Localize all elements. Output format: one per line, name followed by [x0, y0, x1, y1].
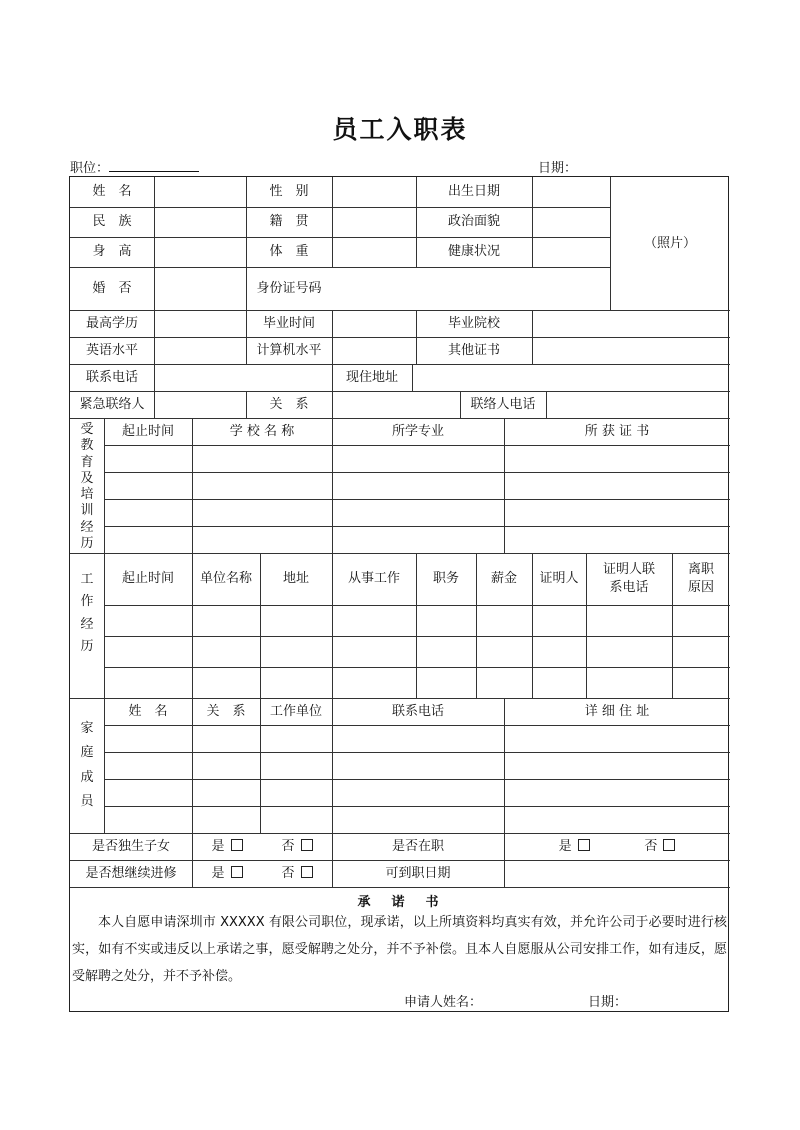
label-char: 工	[80, 571, 94, 587]
work-header-company: 单位名称	[199, 571, 252, 587]
checkbox[interactable]	[301, 866, 313, 878]
sign-date-label: 日期：	[588, 995, 628, 1010]
no-label: 否	[281, 865, 295, 881]
grid-line	[412, 364, 413, 391]
label-char: 经	[80, 616, 94, 632]
height-label: 身 高	[92, 244, 132, 260]
grid-line	[532, 177, 533, 267]
header-line: 证明人联	[602, 562, 655, 578]
id-number-label: 身份证号码	[256, 280, 322, 296]
date-field	[538, 157, 577, 176]
grid-line	[154, 310, 155, 364]
employed-label: 是否在职	[391, 838, 444, 854]
checkbox[interactable]	[663, 839, 675, 851]
header-line: 离职	[687, 562, 714, 578]
native-place-label: 籍 贯	[269, 214, 309, 230]
other-cert-label: 其他证书	[447, 342, 500, 358]
work-header-period: 起止时间	[121, 571, 174, 587]
edu-header-school: 学 校 名 称	[229, 423, 295, 439]
further-study-label: 是否想继续进修	[85, 865, 177, 881]
yes-label: 是	[211, 838, 225, 854]
commitment-title: 承 诺 书	[357, 895, 443, 910]
weight-label: 体 重	[269, 244, 309, 260]
work-section-label	[70, 563, 104, 663]
commitment-text: 本人自愿申请深圳市 XXXXX 有限公司职位，现承诺，以上所填资料均真实有效，并允许公司于必要时进行核实，如有不实或违反以上承诺之事，愿受解聘之处分，并不予补偿。且本人自愿服从公司安排工作，如有违反，愿受解聘之处分，并不予补偿。	[72, 915, 727, 984]
work-header-reference-phone	[586, 553, 672, 605]
emergency-contact-label: 紧急联络人	[79, 396, 145, 412]
grid-line	[70, 391, 730, 392]
only-child-options	[192, 833, 332, 860]
grid-line	[104, 725, 730, 726]
grid-line	[104, 445, 730, 446]
grad-time-label: 毕业时间	[262, 315, 315, 331]
yes-label: 是	[558, 838, 572, 854]
checkbox[interactable]	[231, 839, 243, 851]
header-line: 系电话	[609, 580, 649, 595]
grid-line	[104, 499, 730, 500]
form-title: 员工入职表	[332, 115, 468, 144]
address-label: 现住地址	[345, 369, 398, 385]
label-char: 员	[80, 794, 94, 810]
birth-date-label: 出生日期	[447, 184, 500, 200]
label-char: 育	[80, 454, 94, 470]
family-header-phone: 联系电话	[391, 703, 444, 719]
label-char: 及	[80, 470, 94, 486]
grid-line	[70, 337, 730, 338]
header-line: 原因	[687, 580, 714, 595]
label-char: 培	[80, 487, 94, 503]
label-char: 家	[80, 720, 94, 736]
label-char: 经	[80, 519, 94, 535]
grid-line	[104, 636, 730, 637]
work-header-address: 地址	[282, 571, 309, 587]
no-option[interactable]	[644, 838, 675, 856]
edu-header-major: 所学专业	[391, 423, 444, 439]
work-header-duty: 从事工作	[347, 571, 400, 587]
name-label: 姓 名	[92, 184, 132, 200]
label-char: 成	[80, 769, 94, 785]
yes-label: 是	[211, 865, 225, 881]
grid-line	[154, 364, 155, 391]
education-label: 最高学历	[85, 315, 138, 331]
position-label: 职位：	[70, 161, 110, 176]
checkbox[interactable]	[231, 866, 243, 878]
contact-phone-label: 联络人电话	[470, 396, 536, 412]
ethnicity-label: 民 族	[92, 214, 132, 230]
health-label: 健康状况	[447, 244, 500, 260]
political-status-label: 政治面貌	[447, 214, 500, 230]
grid-line	[154, 391, 155, 418]
work-header-title: 职务	[432, 571, 459, 587]
label-char: 庭	[80, 745, 94, 761]
yes-option[interactable]	[211, 865, 242, 883]
date-label: 日期：	[538, 161, 578, 176]
label-char: 历	[80, 639, 94, 655]
edu-header-period: 起止时间	[121, 423, 174, 439]
employed-options	[504, 833, 730, 860]
family-header-relation: 关 系	[206, 703, 246, 719]
computer-level-label: 计算机水平	[256, 342, 322, 358]
no-label: 否	[281, 838, 295, 854]
family-section-label	[70, 710, 104, 820]
grid-line	[104, 806, 730, 807]
applicant-name-label: 申请人姓名：	[404, 995, 483, 1010]
family-header-name: 姓 名	[128, 703, 168, 719]
grid-line	[332, 310, 333, 364]
grid-line	[332, 177, 333, 267]
education-section-label	[70, 420, 104, 553]
checkbox[interactable]	[301, 839, 313, 851]
grid-line	[154, 177, 155, 310]
grid-line	[104, 779, 730, 780]
english-level-label: 英语水平	[85, 342, 138, 358]
gender-label: 性 别	[269, 184, 309, 200]
checkbox[interactable]	[578, 839, 590, 851]
work-header-salary: 薪金	[490, 571, 517, 587]
only-child-label: 是否独生子女	[91, 838, 170, 854]
phone-label: 联系电话	[85, 369, 138, 385]
label-char: 作	[80, 594, 94, 610]
further-study-options	[192, 860, 332, 887]
grid-line	[104, 526, 730, 527]
photo-box[interactable]: （照片）	[643, 235, 696, 251]
position-field	[70, 157, 199, 176]
position-underline[interactable]	[109, 158, 199, 172]
label-char: 教	[80, 438, 94, 454]
start-date-label: 可到职日期	[385, 865, 451, 881]
grid-line	[532, 310, 533, 364]
label-char: 训	[80, 503, 94, 519]
grid-line	[104, 752, 730, 753]
yes-option[interactable]	[559, 838, 590, 856]
grid-line	[332, 391, 333, 418]
no-option[interactable]	[281, 865, 312, 883]
work-header-leave-reason	[672, 553, 730, 605]
grad-school-label: 毕业院校	[447, 315, 500, 331]
grid-line	[70, 887, 730, 888]
grid-line	[70, 310, 730, 311]
no-option[interactable]	[281, 838, 312, 856]
label-char: 受	[80, 422, 94, 438]
family-header-employer: 工作单位	[269, 703, 322, 719]
grid-line	[546, 391, 547, 418]
no-label: 否	[644, 838, 658, 854]
edu-header-certificates: 所 获 证 书	[584, 423, 650, 439]
grid-line	[104, 472, 730, 473]
grid-line	[104, 667, 730, 668]
relation-label: 关 系	[269, 396, 309, 412]
label-char: 历	[80, 535, 94, 551]
work-header-reference: 证明人	[539, 571, 579, 587]
family-header-address: 详 细 住 址	[584, 703, 650, 719]
yes-option[interactable]	[211, 838, 242, 856]
marital-label: 婚 否	[92, 280, 132, 296]
entry-form-table	[69, 176, 729, 1012]
grid-line	[104, 605, 730, 606]
